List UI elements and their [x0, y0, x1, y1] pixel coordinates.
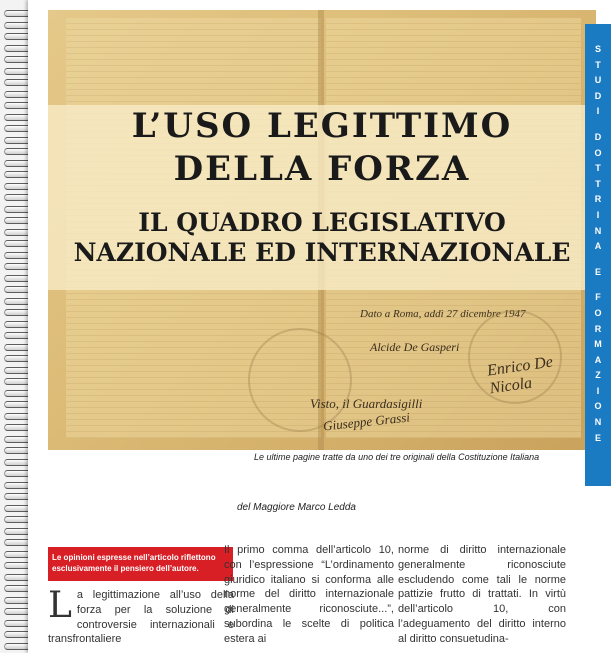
body-column-1 — [48, 585, 234, 647]
section-tab-letter: T — [595, 163, 601, 174]
section-tab-letter — [585, 255, 611, 265]
disclaimer-box — [48, 547, 233, 581]
signature-visto: Visto, il Guardasigilli — [310, 396, 423, 411]
signature-mid: Alcide De Gasperi — [370, 340, 460, 354]
body-text: a legittimazione all’uso della forza per la soluzione di controversie internazionali e transfrontaliere — [48, 589, 234, 646]
section-tab — [585, 24, 611, 486]
section-tab-letter — [585, 120, 611, 130]
section-tab-letter: O — [594, 307, 602, 318]
subtitle-line-2: NAZIONALE ED INTERNAZIONALE — [73, 238, 571, 267]
section-tab-letter: M — [594, 339, 602, 350]
section-tab-letter: D — [594, 131, 602, 142]
body-column-2 — [224, 543, 394, 647]
hero-image — [48, 10, 596, 450]
section-tab-letter: N — [594, 417, 602, 428]
signature-right: Enrico De Nicola — [486, 353, 554, 398]
section-tab-letter: R — [594, 323, 602, 334]
disclaimer-text: Le opinioni espresse nell’articolo riflettono esclusivamente il pensiero dell’autore. — [52, 553, 216, 573]
section-tab-letter: A — [594, 241, 602, 252]
section-tab-letter — [585, 280, 611, 290]
section-tab-letter: E — [594, 432, 601, 443]
signature-grassi: Giuseppe Grassi — [322, 409, 411, 434]
document-date: Dato a Roma, addì 27 dicembre 1947 — [360, 308, 526, 320]
section-tab-letter: I — [596, 385, 600, 396]
section-tab-letter: T — [595, 178, 601, 189]
section-tab-letter: R — [594, 194, 602, 205]
section-tab-letter: A — [594, 354, 602, 365]
section-tab-letter: E — [594, 266, 601, 277]
section-tab-letter: I — [596, 209, 600, 220]
section-tab-letter: U — [594, 75, 602, 86]
section-tab-letter: N — [594, 225, 602, 236]
section-tab-letter: O — [594, 147, 602, 158]
section-tab-letter: I — [596, 106, 600, 117]
section-tab-label — [585, 42, 611, 446]
body-text: Il primo comma dell’articolo 10, con l’espressione “L’ordinamento giuridico italiano si conforma alle norme del diritto internazionale generalmente riconosciute...”, subordina le scelte di politica estera ai — [224, 544, 394, 645]
section-tab-letter: D — [594, 90, 602, 101]
section-tab-letter: Z — [595, 370, 601, 381]
image-caption: Le ultime pagine tratte da uno dei tre originali della Costituzione Italiana — [254, 452, 540, 462]
title-line-2: DELLA FORZA — [173, 149, 471, 189]
drop-cap: L — [48, 585, 72, 626]
author-line: del Maggiore Marco Ledda — [237, 502, 356, 513]
section-tab-letter: S — [594, 44, 601, 54]
section-tab-letter: F — [595, 292, 601, 303]
body-column-3 — [398, 543, 566, 647]
section-tab-letter: T — [595, 59, 601, 70]
body-text: norme di diritto internazionale generalmente riconosciute escludendo come tali le norme pattizie frutto di trattati. In virtù dell’articolo 10, con l’adeguamento del diritto interno al diritto consuetudina- — [398, 544, 566, 645]
magazine-page — [28, 0, 611, 653]
subtitle-line-1: IL QUADRO LEGISLATIVO — [138, 208, 506, 237]
title-line-1: L’USO LEGITTIMO — [131, 106, 513, 146]
section-tab-letter: O — [594, 401, 602, 412]
